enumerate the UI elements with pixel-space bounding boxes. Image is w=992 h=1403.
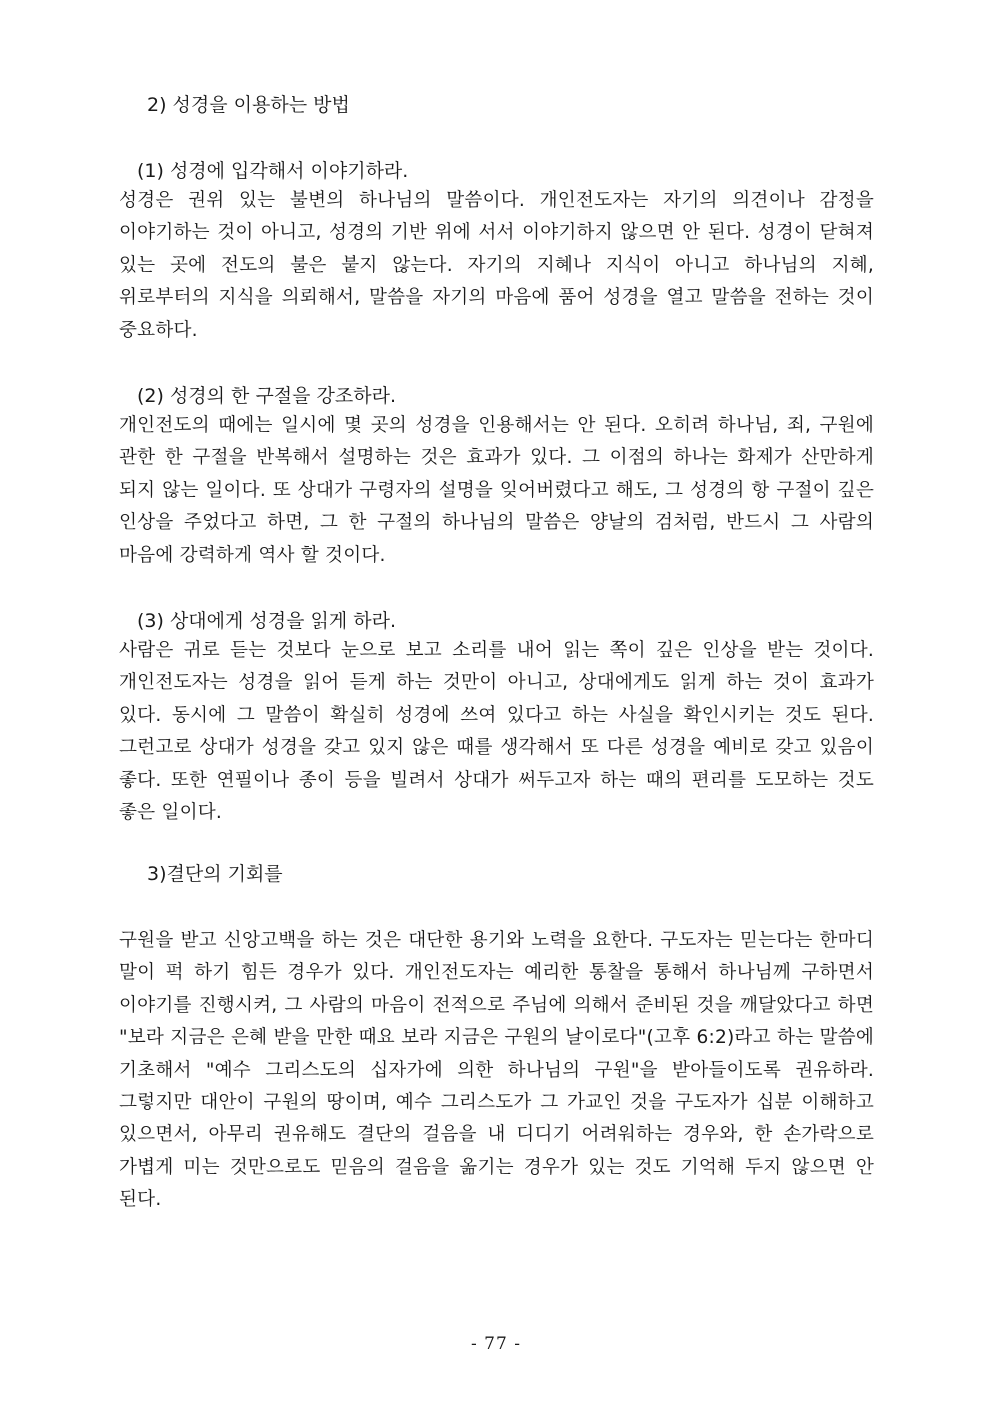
paragraph-item-1: 성경은 권위 있는 불변의 하나님의 말씀이다. 개인전도자는 자기의 의견이나 감정을 이야기하는 것이 아니고, 성경의 기반 위에 서서 이야기하지 않으면 안 된다. 성경이 닫혀져 있는 곳에 전도의 불은 붙지 않는다. 자기의 지혜나 지식이 아니고 하나님의 지혜, 위로부터의 지식을 의뢰해서, 말씀을 자기의 마음에 품어 성경을 열고 말씀을 전하는 것이 중요하다.: [119, 190, 874, 341]
section-heading-decision: 3)결단의 기회를: [147, 863, 283, 885]
section-heading-bible-methods: 2) 성경을 이용하는 방법: [147, 94, 350, 116]
subheading-item-3: (3) 상대에게 성경을 읽게 하라.: [137, 610, 397, 632]
page-number: - 77 -: [471, 1334, 521, 1354]
paragraph-item-2: 개인전도의 때에는 일시에 몇 곳의 성경을 인용해서는 안 된다. 오히려 하나님, 죄, 구원에 관한 한 구절을 반복해서 설명하는 것은 효과가 있다. 그 이점의 하나는 화제가 산만하게 되지 않는 일이다. 또 상대가 구령자의 설명을 잊어버렸다고 해도, 그 성경의 항 구절이 깊은 인상을 주었다고 하면, 그 한 구절의 하나님의 말씀은 양날의 검처럼, 반드시 그 사람의 마음에 강력하게 역사 할 것이다.: [119, 415, 874, 566]
subheading-item-1: (1) 성경에 입각해서 이야기하라.: [137, 160, 409, 182]
paragraph-item-3: 사람은 귀로 듣는 것보다 눈으로 보고 소리를 내어 읽는 쪽이 깊은 인상을 받는 것이다. 개인전도자는 성경을 읽어 듣게 하는 것만이 아니고, 상대에게도 읽게 하는 것이 효과가 있다. 동시에 그 말씀이 확실히 성경에 쓰여 있다고 하는 사실을 확인시키는 것도 된다. 그런고로 상대가 성경을 갖고 있지 않은 때를 생각해서 또 다른 성경을 예비로 갖고 있음이 좋다. 또한 연필이나 종이 등을 빌려서 상대가 써두고자 하는 때의 편리를 도모하는 것도 좋은 일이다.: [119, 640, 874, 824]
subheading-item-2: (2) 성경의 한 구절을 강조하라.: [137, 385, 397, 407]
paragraph-decision: 구원을 받고 신앙고백을 하는 것은 대단한 용기와 노력을 요한다. 구도자는 믿는다는 한마디 말이 퍽 하기 힘든 경우가 있다. 개인전도자는 예리한 통찰을 통해서 하나님께 구하면서 이야기를 진행시켜, 그 사람의 마음이 전적으로 주님에 의해서 준비된 것을 깨달았다고 하면 "보라 지금은 은혜 받을 만한 때요 보라 지금은 구원의 날이로다"(고후 6:2)라고 하는 말씀에 기초해서 "예수 그리스도의 십자가에 의한 하나님의 구원"을 받아들이도록 권유하라. 그렇지만 대안이 구원의 땅이며, 예수 그리스도가 그 가교인 것을 구도자가 십분 이해하고 있으면서, 아무리 권유해도 결단의 걸음을 내 디디기 어려워하는 경우와, 한 손가락으로 가볍게 미는 것만으로도 믿음의 걸음을 옮기는 경우가 있는 것도 기억해 두지 않으면 안 된다.: [119, 930, 874, 1211]
